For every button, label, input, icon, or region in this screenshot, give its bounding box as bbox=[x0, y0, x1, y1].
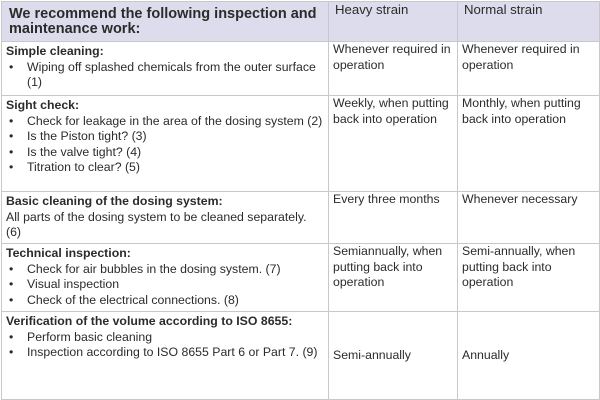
table-row bbox=[2, 42, 600, 96]
task-bullet: • Perform basic cleaning bbox=[6, 330, 324, 346]
task-cell bbox=[2, 42, 329, 96]
table-header-row bbox=[2, 2, 600, 42]
heavy-strain-header: Heavy strain bbox=[329, 2, 458, 42]
task-cell bbox=[2, 96, 329, 192]
task-bullet: • Titration to clear? (5) bbox=[6, 160, 324, 176]
heavy-strain-text: Semi-annually bbox=[333, 347, 411, 362]
heavy-strain-value bbox=[329, 312, 458, 400]
task-cell bbox=[2, 192, 329, 244]
task-description: All parts of the dosing system to be cleaned separately. (6) bbox=[6, 209, 307, 240]
task-bullet: • Wiping off splashed chemicals from the outer surface (1) bbox=[6, 60, 324, 91]
normal-strain-header: Normal strain bbox=[458, 2, 600, 42]
task-title: Verification of the volume according to ISO 8655: bbox=[6, 314, 293, 328]
task-title: Sight check: bbox=[6, 98, 80, 112]
task-bullet-list bbox=[6, 330, 324, 361]
task-bullet: • Check of the electrical connections. (8) bbox=[6, 293, 324, 309]
task-bullet-list bbox=[6, 60, 324, 91]
table-row bbox=[2, 244, 600, 312]
task-bullet: • Is the valve tight? (4) bbox=[6, 145, 324, 161]
normal-strain-value: Monthly, when putting back into operation bbox=[458, 96, 600, 192]
task-cell bbox=[2, 244, 329, 312]
normal-strain-text: Annually bbox=[462, 347, 510, 362]
task-bullet: • Check for air bubbles in the dosing system. (7) bbox=[6, 262, 324, 278]
table-row bbox=[2, 96, 600, 192]
task-title: Basic cleaning of the dosing system: bbox=[6, 194, 223, 208]
normal-strain-value: Whenever necessary bbox=[458, 192, 600, 244]
heavy-strain-value: Weekly, when putting back into operation bbox=[329, 96, 458, 192]
task-bullet: • Is the Piston tight? (3) bbox=[6, 129, 324, 145]
task-bullet: • Visual inspection bbox=[6, 277, 324, 293]
maintenance-table bbox=[1, 1, 600, 400]
table-row bbox=[2, 312, 600, 400]
task-bullet-list bbox=[6, 262, 324, 309]
table-title: We recommend the following inspection and maintenance work: bbox=[2, 2, 329, 42]
task-bullet: • Inspection according to ISO 8655 Part 6 or Part 7. (9) bbox=[6, 345, 324, 361]
task-bullet-list bbox=[6, 114, 324, 176]
normal-strain-value: Semi-annually, when putting back into operation bbox=[458, 244, 600, 312]
heavy-strain-value: Every three months bbox=[329, 192, 458, 244]
task-title: Simple cleaning: bbox=[6, 44, 104, 58]
heavy-strain-value: Whenever required in operation bbox=[329, 42, 458, 96]
task-bullet: • Check for leakage in the area of the dosing system (2) bbox=[6, 114, 324, 130]
heavy-strain-value: Semiannually, when putting back into operation bbox=[329, 244, 458, 312]
normal-strain-value bbox=[458, 312, 600, 400]
task-cell bbox=[2, 312, 329, 400]
task-title: Technical inspection: bbox=[6, 246, 131, 260]
table-row bbox=[2, 192, 600, 244]
normal-strain-value: Whenever required in operation bbox=[458, 42, 600, 96]
